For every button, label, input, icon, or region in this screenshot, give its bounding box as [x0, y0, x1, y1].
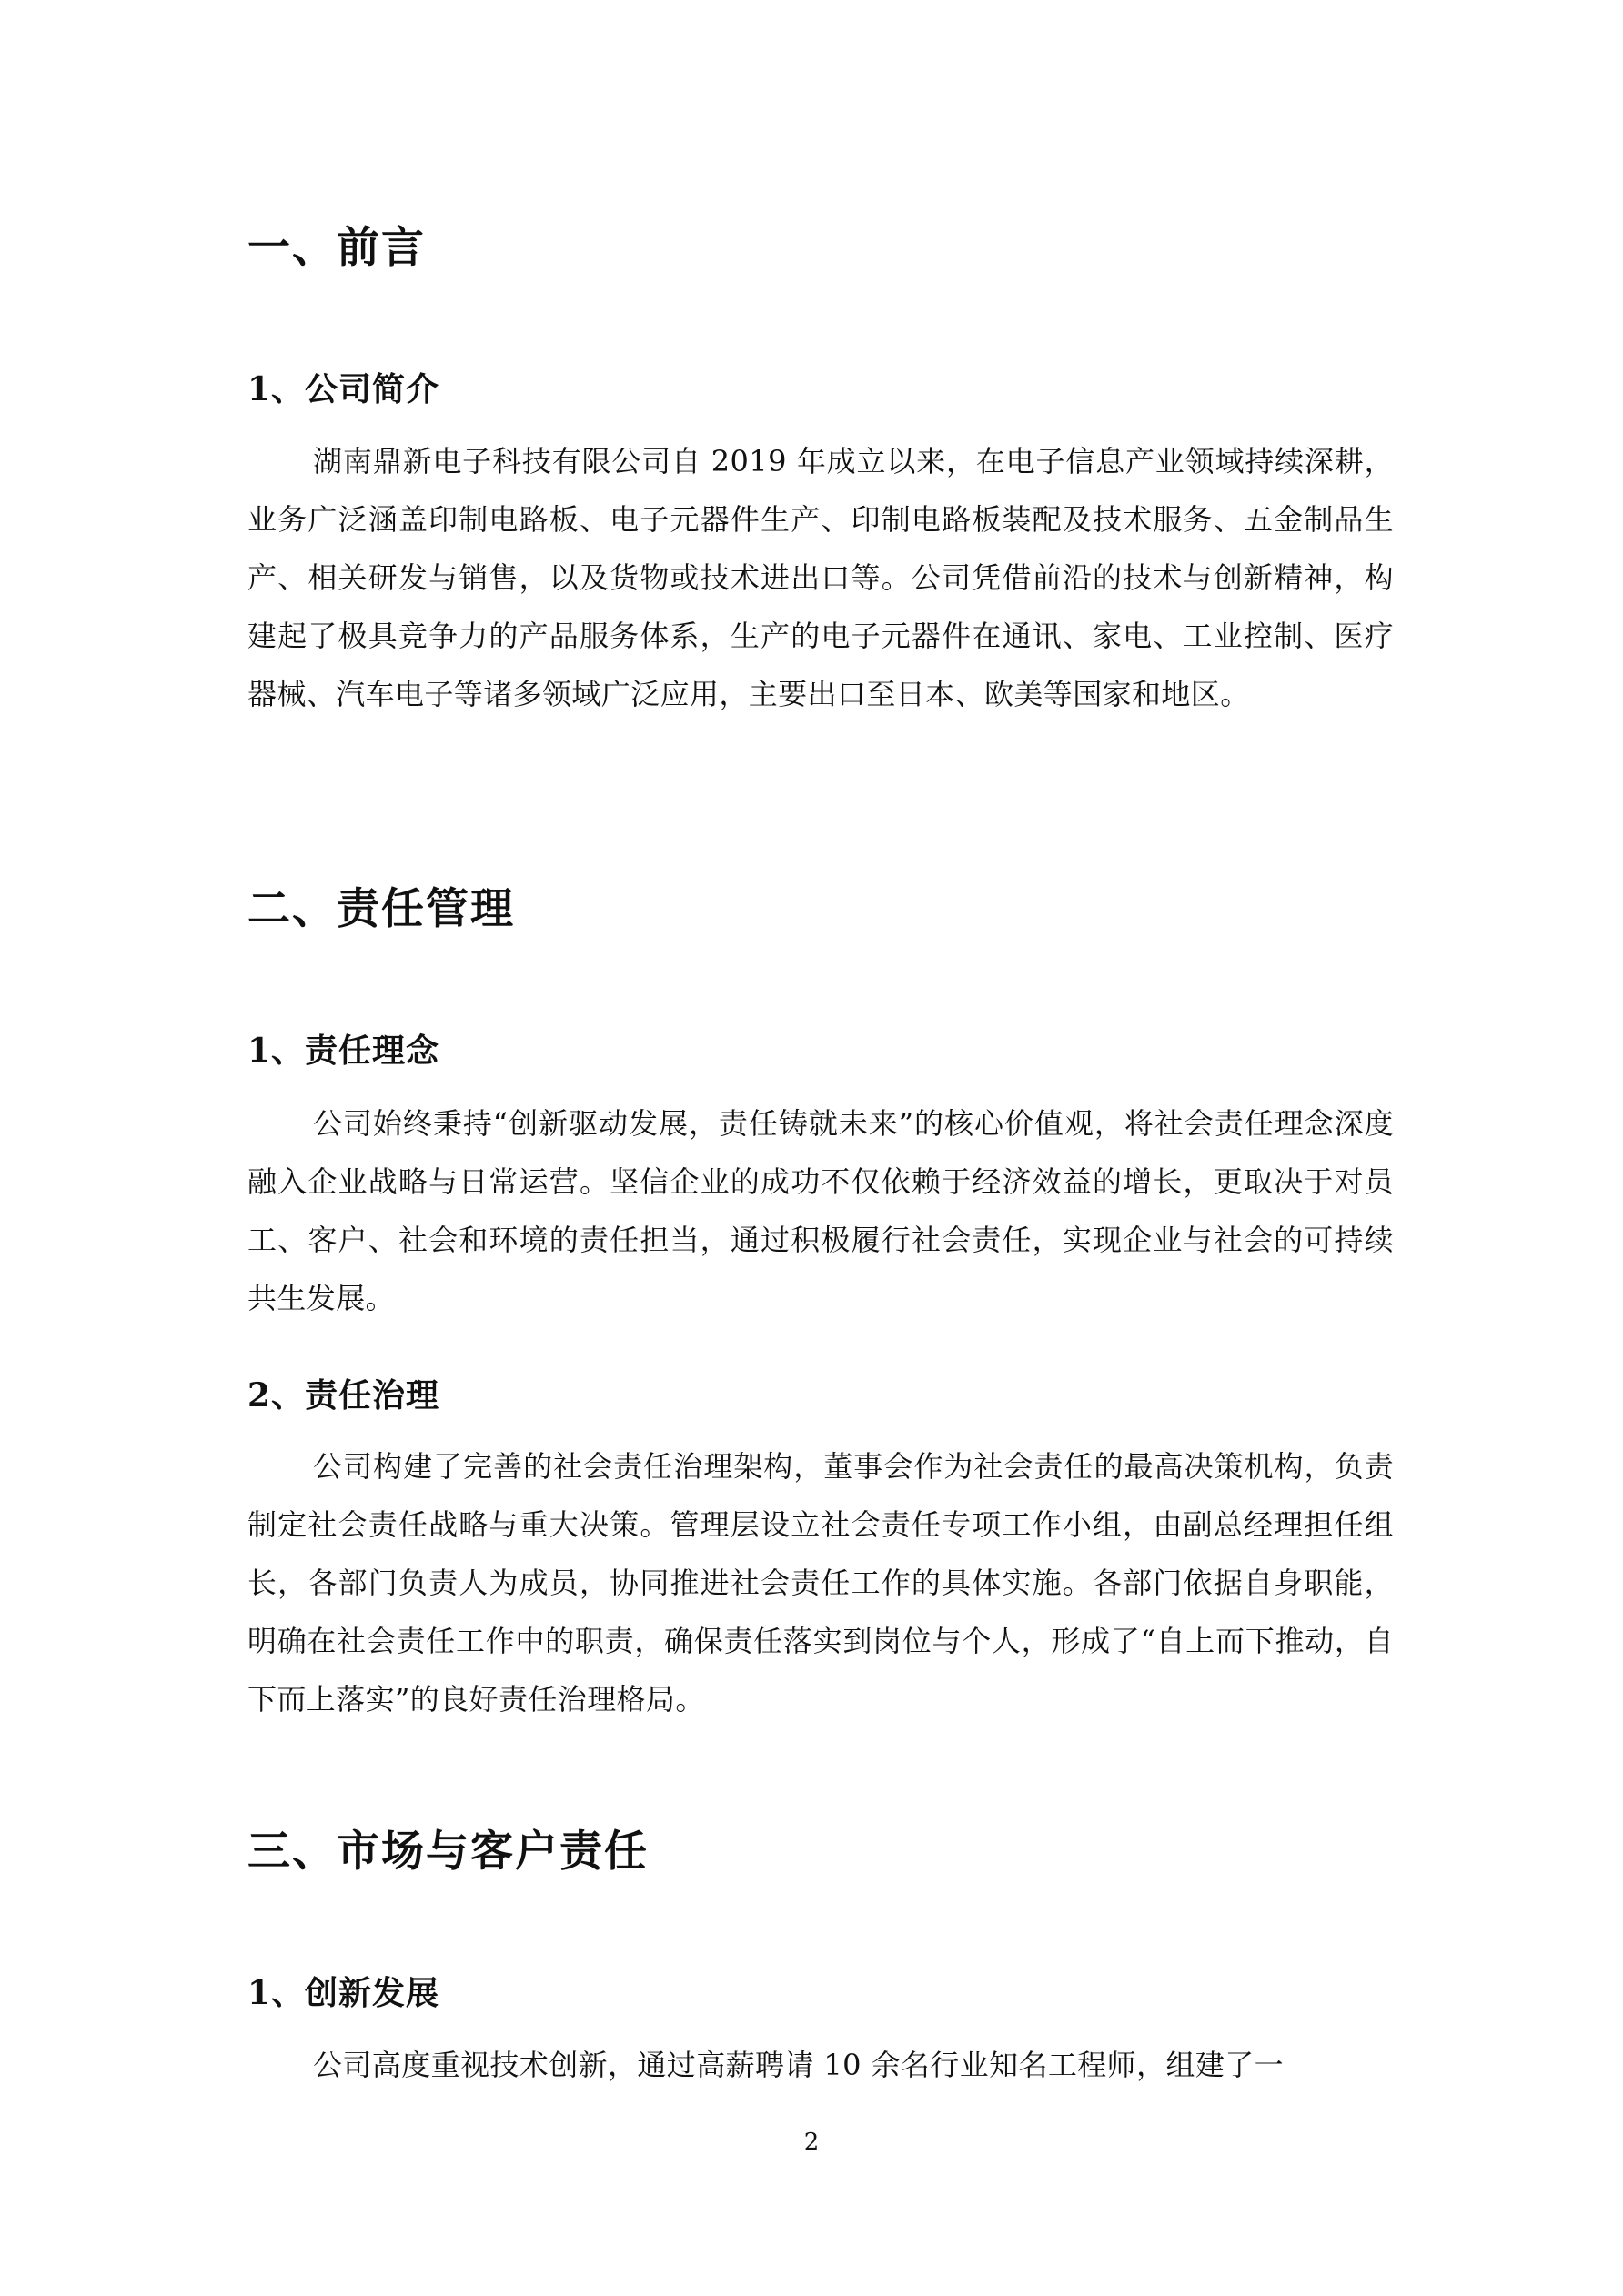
- section-heading-preface: 一、前言: [247, 223, 426, 273]
- paragraph-responsibility-governance: 公司构建了完善的社会责任治理架构，董事会作为社会责任的最高决策机构，负责制定社会责任战略与重大决策。管理层设立社会责任专项工作小组，由副总经理担任组长，各部门负责人为成员，协同推进社会责任工作的具体实施。各部门依据自身职能，明确在社会责任工作中的职责，确保责任落实到岗位与个人，形成了“自上而下推动，自下而上落实”的良好责任治理格局。: [247, 1449, 1394, 1717]
- paragraph-innovation-development: 公司高度重视技术创新，通过高薪聘请 10 余名行业知名工程师，组建了一: [313, 2048, 1285, 2082]
- paragraph-responsibility-concept: 公司始终秉持“创新驱动发展，责任铸就未来”的核心价值观，将社会责任理念深度融入企业战略与日常运营。坚信企业的成功不仅依赖于经济效益的增长，更取决于对员工、客户、社会和环境的责任担当，通过积极履行社会责任，实现企业与社会的可持续共生发展。: [247, 1106, 1394, 1315]
- subsection-heading-responsibility-governance: 2、责任治理: [247, 1376, 440, 1415]
- subsection-heading-responsibility-concept: 1、责任理念: [247, 1032, 440, 1070]
- subsection-heading-innovation-development: 1、创新发展: [247, 1974, 440, 2012]
- section-heading-responsibility-management: 二、责任管理: [247, 884, 515, 934]
- subsection-heading-company-profile: 1、公司简介: [247, 370, 440, 408]
- page-number: 2: [803, 2129, 820, 2156]
- section-heading-market-customer-responsibility: 三、市场与客户责任: [247, 1827, 649, 1877]
- paragraph-company-profile: 湖南鼎新电子科技有限公司自 2019 年成立以来，在电子信息产业领域持续深耕，业务广泛涵盖印制电路板、电子元器件生产、印制电路板装配及技术服务、五金制品生产、相关研发与销售，以及货物或技术进出口等。公司凭借前沿的技术与创新精神，构建起了极具竞争力的产品服务体系，生产的电子元器件在通讯、家电、工业控制、医疗器械、汽车电子等诸多领域广泛应用，主要出口至日本、欧美等国家和地区。: [247, 444, 1394, 711]
